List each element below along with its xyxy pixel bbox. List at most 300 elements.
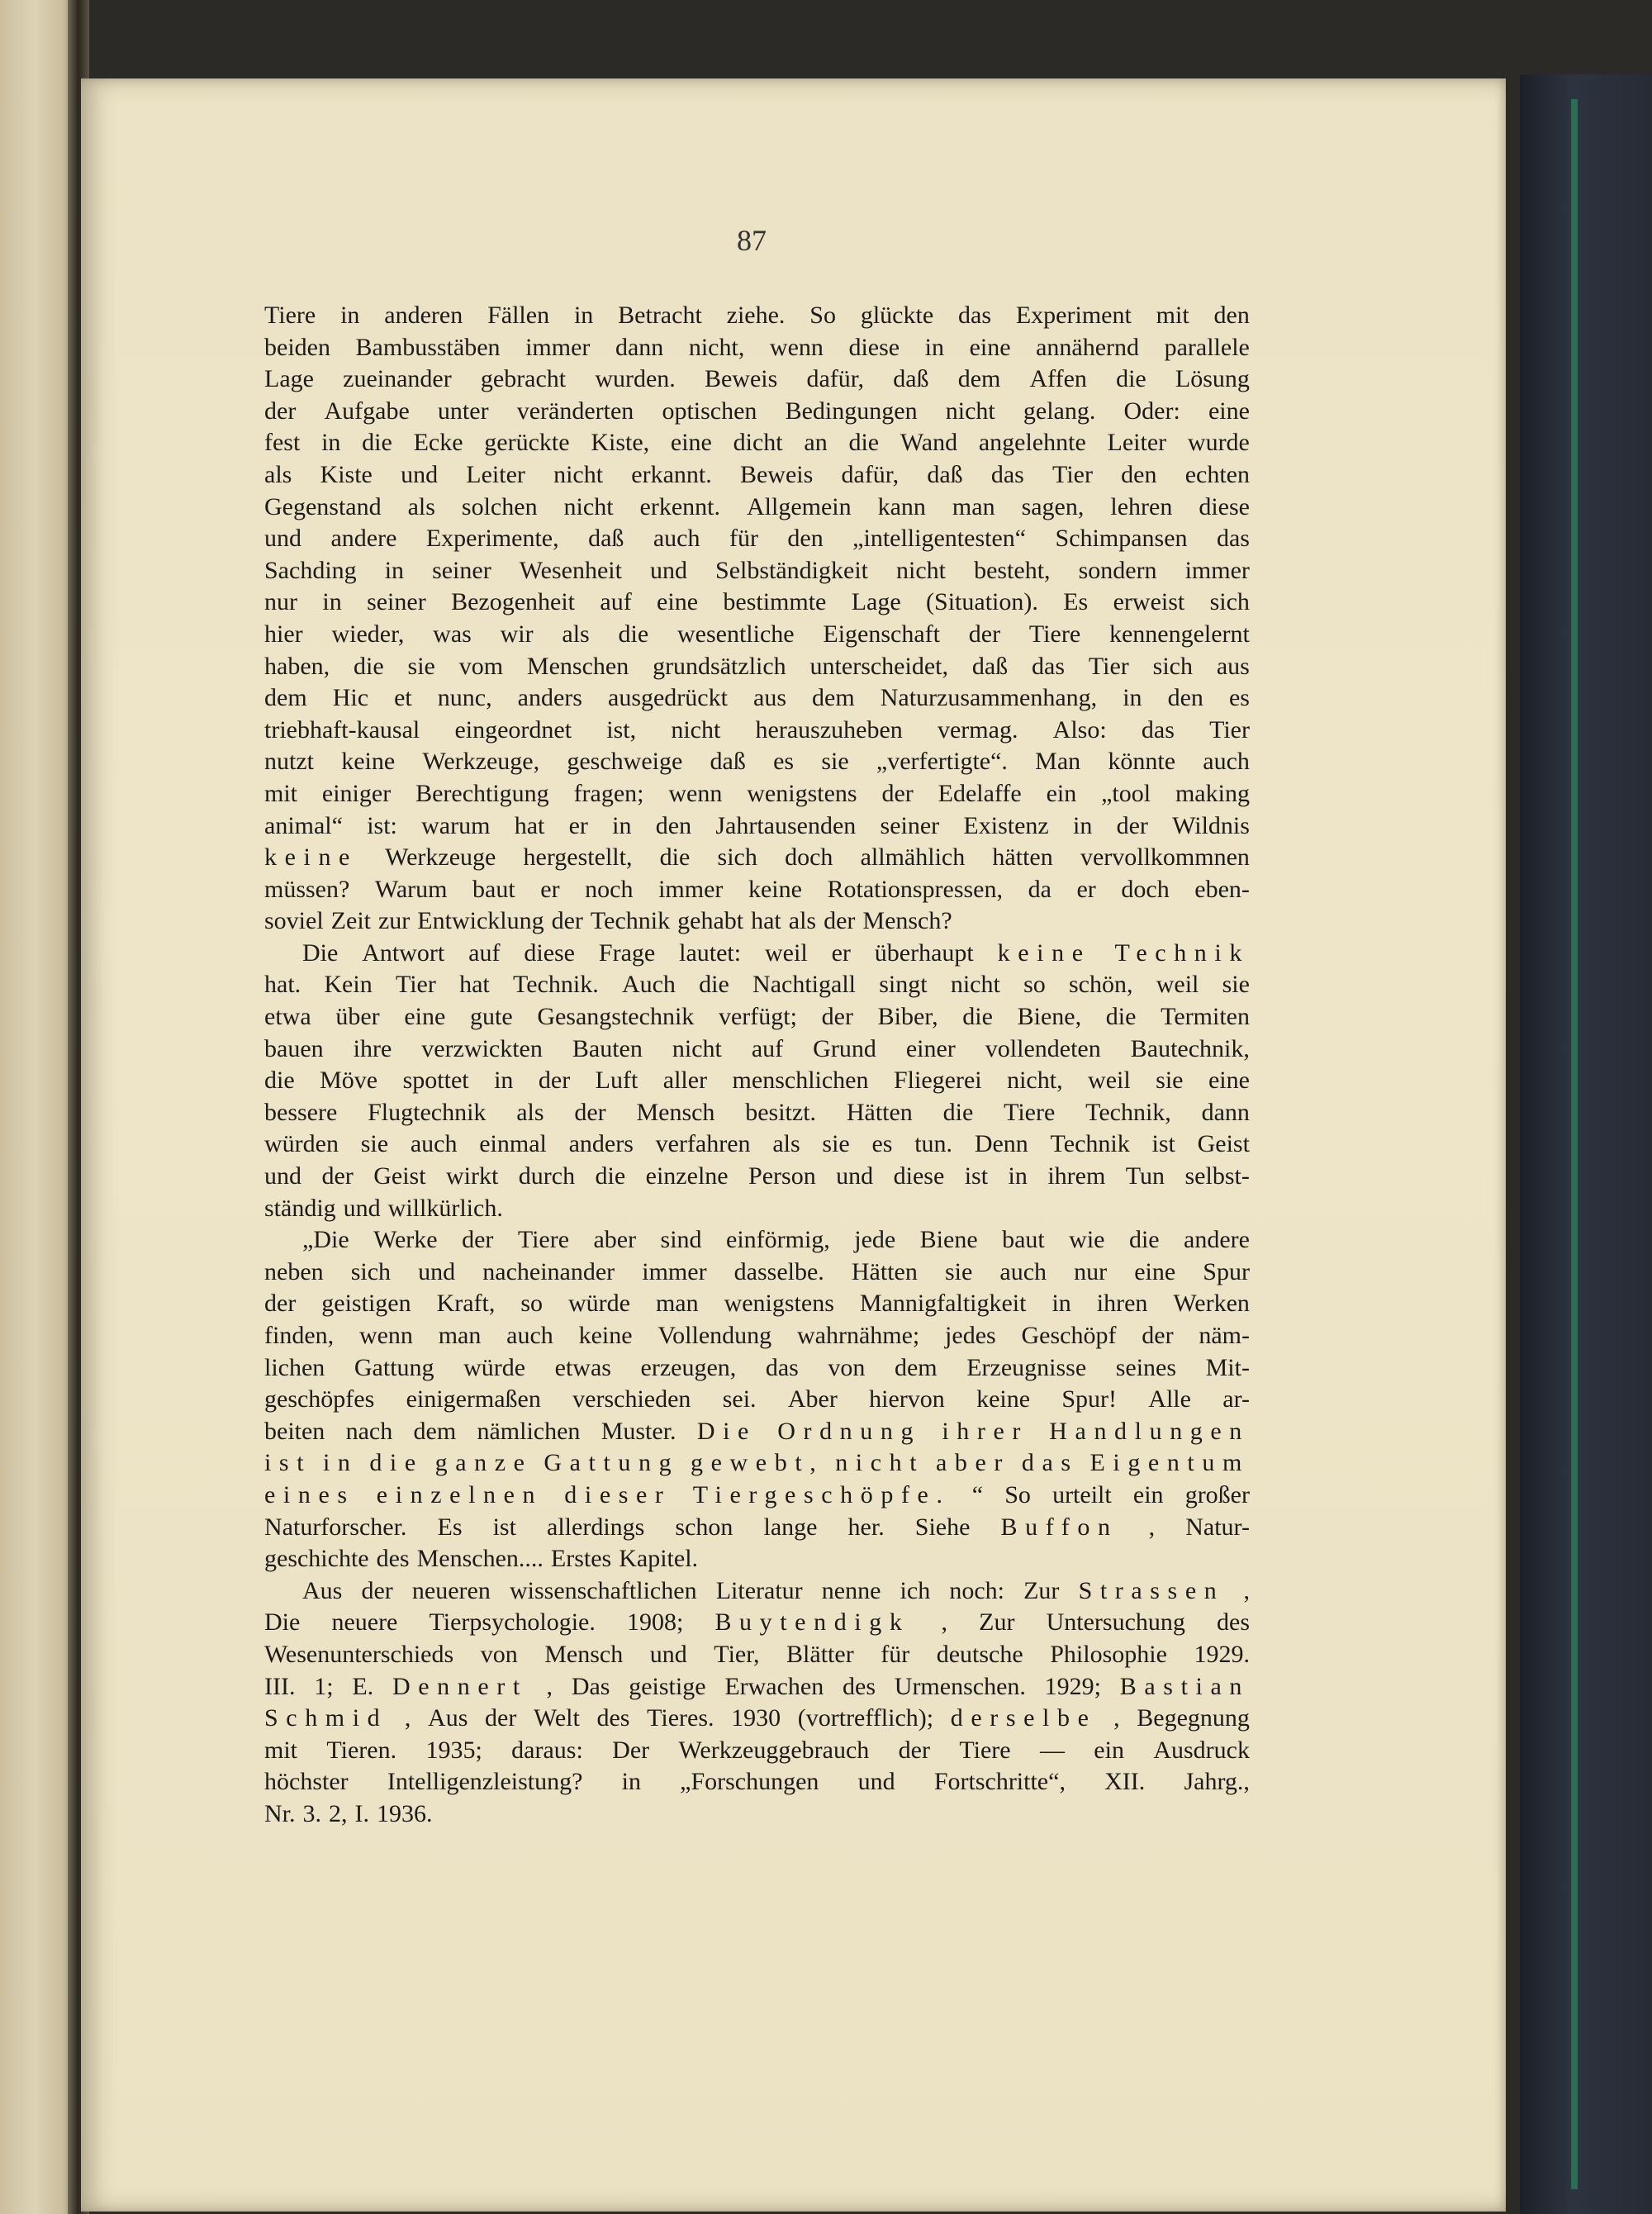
text-line bbox=[264, 1671, 1250, 1703]
word: Geist bbox=[373, 1162, 426, 1190]
word: die bbox=[1105, 1003, 1137, 1031]
word: Denn bbox=[974, 1130, 1028, 1158]
word: der bbox=[821, 1003, 853, 1031]
word: die bbox=[362, 429, 392, 457]
word: anders bbox=[568, 1130, 634, 1158]
word: Naturzusammenhang, bbox=[880, 684, 1098, 712]
word: ihrem bbox=[1047, 1162, 1106, 1190]
text-line bbox=[264, 1607, 1250, 1639]
word: kann bbox=[877, 492, 926, 520]
word: Wildnis bbox=[1172, 811, 1250, 839]
word: überhaupt bbox=[874, 938, 974, 967]
word: in bbox=[340, 302, 360, 329]
word: erzeugen, bbox=[640, 1353, 737, 1381]
word: Tiere bbox=[517, 1226, 570, 1254]
word: den bbox=[1213, 302, 1250, 329]
word: an bbox=[804, 429, 828, 457]
word: jede bbox=[854, 1226, 896, 1254]
word: ein bbox=[1132, 1480, 1164, 1508]
word: der bbox=[321, 1162, 354, 1190]
word: sei. bbox=[722, 1385, 757, 1413]
word: wissenschaftlichen bbox=[509, 1576, 697, 1604]
word: über bbox=[335, 1003, 380, 1031]
text-line bbox=[264, 1001, 1250, 1033]
word: in bbox=[322, 588, 342, 616]
word: dafür, bbox=[806, 365, 865, 393]
word: Nr. bbox=[264, 1799, 296, 1827]
word: die bbox=[942, 1098, 974, 1126]
word: Tier, bbox=[714, 1640, 760, 1668]
word: der bbox=[881, 779, 914, 807]
word: Wand bbox=[900, 429, 958, 457]
word: daß bbox=[893, 365, 929, 393]
word: eine bbox=[1208, 1067, 1250, 1095]
word: für bbox=[729, 525, 758, 553]
word: diese bbox=[893, 1162, 945, 1190]
word: des bbox=[376, 1545, 410, 1573]
word: Betracht bbox=[618, 302, 702, 329]
word: Berechtigung bbox=[415, 779, 549, 807]
word: ist: bbox=[367, 811, 397, 839]
word: dem bbox=[812, 684, 855, 712]
word: würde bbox=[567, 1290, 630, 1318]
word: Ausdruck bbox=[1153, 1736, 1250, 1764]
word: lichen bbox=[264, 1353, 325, 1381]
word: herauszuheben bbox=[755, 715, 903, 744]
text-line bbox=[264, 363, 1250, 396]
word: Das bbox=[571, 1672, 610, 1700]
word: hätten bbox=[992, 843, 1053, 872]
word: hier bbox=[264, 620, 303, 648]
word: Erwachen bbox=[724, 1672, 824, 1700]
word: Affen bbox=[1029, 365, 1087, 393]
emphasized-word: Bastian bbox=[1119, 1672, 1250, 1700]
text-line bbox=[264, 778, 1250, 810]
word: spottet bbox=[402, 1067, 469, 1095]
text-line bbox=[264, 1097, 1250, 1129]
word: wie bbox=[1069, 1226, 1105, 1254]
word: hat bbox=[751, 907, 781, 935]
word: dicht bbox=[733, 429, 783, 457]
word: Tieres. bbox=[647, 1704, 714, 1732]
left-page-edge bbox=[0, 0, 78, 2214]
word: doch bbox=[785, 843, 833, 872]
text-line bbox=[264, 1480, 1250, 1512]
word: Technik bbox=[590, 907, 671, 935]
word: ich bbox=[900, 1576, 931, 1604]
word: soviel bbox=[264, 907, 324, 935]
word: etwas bbox=[554, 1353, 611, 1381]
emphasized-word: Buffon bbox=[1000, 1513, 1118, 1541]
word: in bbox=[321, 429, 341, 457]
text-line bbox=[264, 1352, 1250, 1385]
word: XII. bbox=[1104, 1768, 1146, 1796]
word: keine bbox=[976, 1385, 1031, 1413]
word: ziehe. bbox=[726, 302, 786, 329]
word: Eigenschaft bbox=[823, 620, 940, 648]
word: zur bbox=[377, 907, 411, 935]
emphasized-word: Gattung bbox=[544, 1449, 680, 1477]
word: making bbox=[1175, 779, 1250, 807]
word: immer bbox=[525, 333, 591, 361]
emphasized-word: ist bbox=[264, 1449, 312, 1477]
text-line bbox=[264, 1703, 1250, 1735]
word: Bedingungen bbox=[785, 397, 918, 425]
word: würden bbox=[264, 1130, 339, 1158]
word: den bbox=[655, 811, 692, 839]
word: Werkzeuggebrauch bbox=[678, 1736, 870, 1764]
word: Termiten bbox=[1161, 1003, 1250, 1031]
emphasized-word: ihrer bbox=[942, 1417, 1028, 1445]
word: Also: bbox=[1052, 715, 1107, 744]
text-line bbox=[264, 682, 1250, 715]
word: Es bbox=[1063, 588, 1089, 616]
word: Werke bbox=[373, 1226, 438, 1254]
word: geistigen bbox=[321, 1290, 411, 1318]
word: und bbox=[836, 1162, 874, 1190]
emphasized-word: eines bbox=[264, 1480, 355, 1508]
paragraph bbox=[264, 300, 1250, 938]
word: 1935; bbox=[425, 1736, 482, 1764]
text-line bbox=[264, 1575, 1250, 1608]
word: nur bbox=[1074, 1257, 1108, 1285]
word: in bbox=[612, 811, 632, 839]
text-line bbox=[264, 1224, 1250, 1257]
word: man bbox=[655, 1290, 699, 1318]
word: auf bbox=[468, 938, 501, 967]
text-line bbox=[264, 619, 1250, 651]
emphasized-word: in bbox=[322, 1449, 358, 1477]
word: zueinander bbox=[343, 365, 452, 393]
word: verzwickten bbox=[421, 1034, 543, 1062]
word: Muster. bbox=[601, 1417, 676, 1445]
word: als bbox=[562, 620, 590, 648]
word: sie bbox=[1222, 971, 1250, 999]
text-line bbox=[264, 1161, 1250, 1193]
word: verfahren bbox=[655, 1130, 751, 1158]
word: Nachtigall bbox=[752, 971, 856, 999]
word: Tieren. bbox=[326, 1736, 397, 1764]
word: Intelligenzleistung? bbox=[387, 1768, 583, 1796]
word: menschlichen bbox=[732, 1067, 869, 1095]
word: Grund bbox=[813, 1034, 876, 1062]
word: Zur bbox=[1023, 1576, 1060, 1604]
emphasized-word: einzelnen bbox=[376, 1480, 544, 1508]
word: ist, bbox=[606, 715, 637, 744]
word: fragen; bbox=[573, 779, 644, 807]
text-line bbox=[264, 1384, 1250, 1416]
word: der bbox=[462, 1226, 494, 1254]
text-line bbox=[264, 810, 1250, 843]
word: Welt bbox=[533, 1704, 580, 1732]
word: sich bbox=[1209, 588, 1250, 616]
word: Bezogenheit bbox=[451, 588, 576, 616]
word: gute bbox=[469, 1003, 513, 1031]
word: in bbox=[1051, 1290, 1071, 1318]
word: Rotationspressen, bbox=[827, 875, 1003, 903]
word: Hätten bbox=[846, 1098, 913, 1126]
word: besitzt. bbox=[745, 1098, 817, 1126]
word: keine bbox=[341, 748, 396, 776]
word: Kein bbox=[324, 971, 373, 999]
word: daß bbox=[588, 525, 624, 553]
emphasized-word: Schmid bbox=[264, 1704, 388, 1732]
text-line bbox=[264, 427, 1250, 459]
word: ein bbox=[1094, 1736, 1124, 1764]
word: sich bbox=[1152, 652, 1193, 680]
word: diese bbox=[1199, 492, 1250, 520]
word: Tiere bbox=[959, 1736, 1011, 1764]
word: her. bbox=[847, 1513, 885, 1541]
text-line bbox=[264, 874, 1250, 906]
word: Wesenunterschieds bbox=[264, 1640, 454, 1668]
word: Mensch bbox=[544, 1640, 624, 1668]
word: von bbox=[828, 1353, 866, 1381]
word: Experimente, bbox=[425, 525, 559, 553]
word: Zeit bbox=[330, 907, 371, 935]
word: immer bbox=[1184, 556, 1250, 584]
word: Edelaffe bbox=[938, 779, 1022, 807]
word: Die bbox=[302, 938, 339, 967]
word: ist bbox=[492, 1513, 516, 1541]
word: Leiter bbox=[466, 460, 525, 488]
word: Technik bbox=[1050, 1130, 1130, 1158]
word: Gesangstechnik bbox=[537, 1003, 695, 1031]
word: neuere bbox=[331, 1608, 398, 1637]
word: gelang. bbox=[1023, 397, 1096, 425]
word: wenn bbox=[668, 779, 723, 807]
word: einiger bbox=[321, 779, 392, 807]
word: Beweis bbox=[704, 365, 778, 393]
word: (Situation). bbox=[926, 588, 1038, 616]
text-line bbox=[264, 1033, 1250, 1066]
word: der bbox=[538, 1067, 571, 1095]
word: auch bbox=[999, 1257, 1047, 1285]
word: schön, bbox=[1068, 971, 1133, 999]
word: und bbox=[649, 1640, 687, 1668]
emphasized-word: Technik bbox=[1114, 938, 1250, 967]
word: mit bbox=[264, 779, 298, 807]
word: Frage bbox=[598, 938, 656, 967]
emphasized-word: keine bbox=[997, 938, 1091, 967]
word: Tierpsychologie. bbox=[429, 1608, 596, 1637]
word: weil bbox=[1156, 971, 1199, 999]
word: Erzeugnisse bbox=[966, 1353, 1087, 1381]
word: vermag. bbox=[937, 715, 1018, 744]
emphasized-word: keine bbox=[264, 843, 358, 872]
word: neben bbox=[264, 1257, 324, 1285]
word: 2, bbox=[329, 1799, 348, 1827]
emphasized-word: aber bbox=[936, 1449, 1011, 1477]
word: sie bbox=[1156, 1067, 1184, 1095]
word: daß bbox=[710, 748, 746, 776]
word: als bbox=[407, 492, 435, 520]
paragraph bbox=[264, 1224, 1250, 1575]
word: es bbox=[871, 1130, 893, 1158]
word: und bbox=[649, 556, 687, 584]
cover-binding-stripe bbox=[1571, 99, 1578, 2189]
word: nunc, bbox=[437, 684, 492, 712]
word: die bbox=[1128, 1226, 1160, 1254]
word: Leiter bbox=[1107, 429, 1167, 457]
word: das bbox=[990, 460, 1024, 488]
word: nicht bbox=[672, 1034, 722, 1062]
text-line bbox=[264, 1320, 1250, 1352]
word: allmählich bbox=[860, 843, 966, 872]
word: auch bbox=[653, 525, 700, 553]
word: sie bbox=[822, 1130, 850, 1158]
word: Zur bbox=[979, 1608, 1015, 1637]
word: des bbox=[596, 1704, 630, 1732]
word: hat bbox=[514, 811, 545, 839]
word: 1929. bbox=[1194, 1640, 1250, 1668]
word: Jahrtausenden bbox=[715, 811, 857, 839]
word: gerückte bbox=[484, 429, 570, 457]
word: seiner bbox=[880, 811, 940, 839]
word: , bbox=[941, 1608, 948, 1637]
word: nur bbox=[264, 588, 297, 616]
word: Person bbox=[748, 1162, 816, 1190]
word: einmal bbox=[479, 1130, 547, 1158]
word: in bbox=[1123, 684, 1142, 712]
word: solchen bbox=[461, 492, 538, 520]
word: Technik. bbox=[513, 971, 599, 999]
word: dafür, bbox=[841, 460, 900, 488]
word: Begegnung bbox=[1137, 1704, 1250, 1732]
text-line bbox=[264, 1447, 1250, 1480]
word: Man bbox=[1035, 748, 1081, 776]
word: nicht bbox=[945, 397, 995, 425]
word: Spur bbox=[1203, 1257, 1250, 1285]
word: Tiere bbox=[264, 302, 316, 329]
word: wesentliche bbox=[676, 620, 795, 648]
word: wieder, bbox=[331, 620, 405, 648]
emphasized-word: dieser bbox=[564, 1480, 672, 1508]
word: hiervon bbox=[869, 1385, 945, 1413]
word: diese bbox=[848, 333, 900, 361]
word: nacheinander bbox=[482, 1257, 615, 1285]
word: und bbox=[418, 1257, 456, 1285]
word: für bbox=[881, 1640, 910, 1668]
word: 1908; bbox=[626, 1608, 684, 1637]
word: „Die bbox=[302, 1226, 349, 1254]
word: glückte bbox=[860, 302, 934, 329]
word: Tun bbox=[1125, 1162, 1165, 1190]
word: aber bbox=[593, 1226, 637, 1254]
word: Bautechnik, bbox=[1130, 1034, 1250, 1062]
text-line bbox=[264, 1257, 1250, 1289]
text-line bbox=[264, 523, 1250, 555]
word: eine bbox=[404, 1003, 446, 1031]
word: Hätten bbox=[851, 1257, 918, 1285]
text-line bbox=[264, 555, 1250, 587]
word: der bbox=[824, 907, 856, 935]
word: dem bbox=[894, 1353, 938, 1381]
word: in bbox=[494, 1067, 514, 1095]
word: wirkt bbox=[446, 1162, 499, 1190]
text-line bbox=[264, 1512, 1250, 1544]
word: „verfertigte“. bbox=[876, 748, 1008, 776]
word: grundsätzlich bbox=[653, 652, 786, 680]
word: Die bbox=[264, 1608, 301, 1637]
word: auch bbox=[410, 1130, 458, 1158]
word: als bbox=[516, 1098, 544, 1126]
text-line bbox=[264, 715, 1250, 747]
word: , bbox=[546, 1672, 553, 1700]
word: sie bbox=[821, 748, 849, 776]
emphasized-word: die bbox=[369, 1449, 424, 1477]
word: eine bbox=[670, 429, 712, 457]
word: nenne bbox=[821, 1576, 881, 1604]
word: hat bbox=[459, 971, 490, 999]
word: Menschen.... bbox=[416, 1545, 544, 1573]
word: Aufgabe bbox=[324, 397, 410, 425]
word: I. bbox=[354, 1799, 369, 1827]
word: Entwicklung bbox=[417, 907, 544, 935]
text-line bbox=[264, 1735, 1250, 1767]
word: Siehe bbox=[914, 1513, 971, 1541]
word: Der bbox=[612, 1736, 650, 1764]
word: das bbox=[958, 302, 991, 329]
word: großer bbox=[1184, 1480, 1250, 1508]
word: (vortrefflich); bbox=[797, 1704, 934, 1732]
word: Allgemein bbox=[746, 492, 852, 520]
word: keine bbox=[578, 1322, 633, 1349]
word: wahrnähme; bbox=[796, 1322, 920, 1349]
word: die bbox=[659, 843, 691, 872]
word: wurden. bbox=[595, 365, 676, 393]
word: sondern bbox=[1078, 556, 1157, 584]
word: Experiment bbox=[1015, 302, 1132, 329]
word: bauen bbox=[264, 1034, 324, 1062]
text-line bbox=[264, 300, 1250, 332]
word: , bbox=[404, 1704, 411, 1732]
word: Tiere bbox=[1028, 620, 1081, 648]
word: er bbox=[568, 811, 588, 839]
word: verfügt; bbox=[718, 1003, 797, 1031]
word: geschichte bbox=[264, 1545, 369, 1573]
word: einförmig, bbox=[726, 1226, 830, 1254]
word: Gegenstand bbox=[264, 492, 382, 520]
word: das bbox=[1216, 525, 1250, 553]
word: eine bbox=[657, 588, 699, 616]
word: Aus bbox=[428, 1704, 468, 1732]
word: das bbox=[765, 1353, 799, 1381]
paragraph bbox=[264, 1575, 1250, 1831]
word: und bbox=[264, 525, 301, 553]
text-line bbox=[264, 396, 1250, 428]
word: den bbox=[787, 525, 824, 553]
word: Sachding bbox=[264, 556, 357, 584]
word: auf bbox=[600, 588, 632, 616]
word: der bbox=[574, 1098, 606, 1126]
word: er bbox=[831, 938, 851, 967]
text-line bbox=[264, 1543, 1250, 1575]
word: diese bbox=[524, 938, 575, 967]
word: Bambusstäben bbox=[355, 333, 501, 361]
text-line bbox=[264, 1193, 1250, 1225]
word: sagen, bbox=[1021, 492, 1085, 520]
word: in bbox=[621, 1768, 641, 1796]
word: hat. bbox=[264, 971, 301, 999]
word: Beweis bbox=[739, 460, 814, 488]
word: nicht, bbox=[688, 333, 745, 361]
word: höchster bbox=[264, 1768, 349, 1796]
word: Werkzeuge bbox=[385, 843, 496, 872]
word: Philosophie bbox=[1050, 1640, 1167, 1668]
word: angelehnte bbox=[978, 429, 1086, 457]
word: daraus: bbox=[511, 1736, 583, 1764]
